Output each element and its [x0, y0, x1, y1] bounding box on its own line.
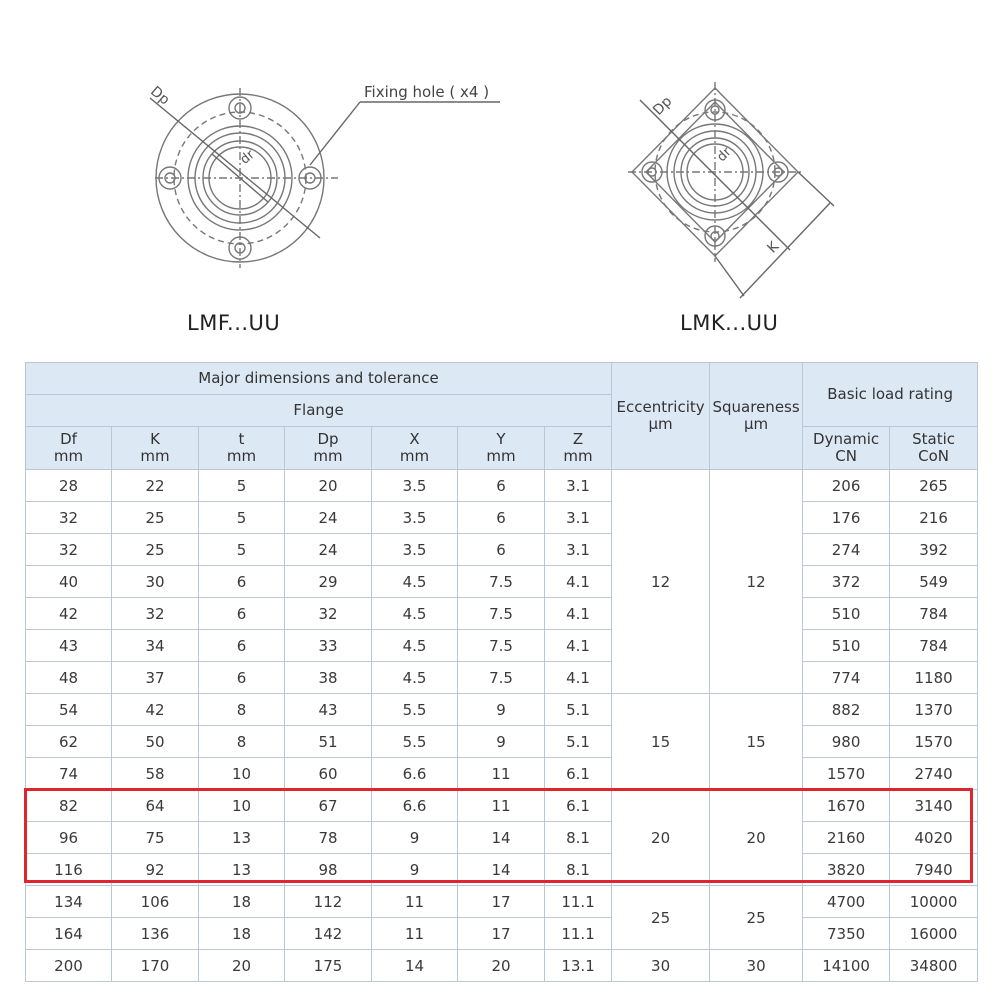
table-cell: 9 [458, 694, 545, 726]
table-cell: 58 [112, 758, 199, 790]
squareness-cell: 30 [710, 950, 803, 982]
table-cell: 13.1 [545, 950, 612, 982]
table-cell: 40 [26, 566, 112, 598]
table-cell: 51 [285, 726, 372, 758]
table-cell: 29 [285, 566, 372, 598]
dr-label-right: dr [714, 144, 735, 165]
table-cell: 4.5 [372, 598, 458, 630]
table-cell: 50 [112, 726, 199, 758]
table-cell: 10 [199, 790, 285, 822]
table-cell: 3.1 [545, 534, 612, 566]
table-cell: 6.6 [372, 758, 458, 790]
table-cell: 170 [112, 950, 199, 982]
static-load-cell: 34800 [890, 950, 978, 982]
table-cell: 116 [26, 854, 112, 886]
table-cell: 112 [285, 886, 372, 918]
eccentricity-cell: 15 [612, 694, 710, 790]
dynamic-load-cell: 1570 [803, 758, 890, 790]
table-cell: 13 [199, 822, 285, 854]
table-row [26, 566, 978, 598]
static-load-cell: 3140 [890, 790, 978, 822]
static-load-cell: 784 [890, 630, 978, 662]
eccentricity-cell: 25 [612, 886, 710, 950]
table-cell: 6 [458, 470, 545, 502]
dynamic-load-cell: 1670 [803, 790, 890, 822]
table-cell: 32 [112, 598, 199, 630]
eccentricity-header: Eccentricity μm [612, 363, 710, 470]
table-cell: 25 [112, 502, 199, 534]
table-cell: 25 [112, 534, 199, 566]
static-load-cell: 392 [890, 534, 978, 566]
table-cell: 42 [26, 598, 112, 630]
squareness-header: Squareness μm [710, 363, 803, 470]
table-cell: 32 [285, 598, 372, 630]
table-cell: 5.1 [545, 694, 612, 726]
squareness-cell: 20 [710, 790, 803, 886]
k-label: K [764, 238, 783, 257]
table-row [26, 598, 978, 630]
table-cell: 7.5 [458, 598, 545, 630]
table-cell: 9 [458, 726, 545, 758]
table-cell: 136 [112, 918, 199, 950]
table-cell: 67 [285, 790, 372, 822]
table-cell: 11.1 [545, 886, 612, 918]
table-cell: 10 [199, 758, 285, 790]
dynamic-load-cell: 206 [803, 470, 890, 502]
static-header: Static CoN [890, 427, 978, 470]
table-cell: 6 [199, 566, 285, 598]
static-load-cell: 10000 [890, 886, 978, 918]
table-cell: 8 [199, 694, 285, 726]
table-cell: 30 [112, 566, 199, 598]
table-cell: 9 [372, 854, 458, 886]
table-row [26, 534, 978, 566]
static-load-cell: 1370 [890, 694, 978, 726]
eccentricity-cell: 30 [612, 950, 710, 982]
table-cell: 20 [199, 950, 285, 982]
table-cell: 5 [199, 502, 285, 534]
static-load-cell: 4020 [890, 822, 978, 854]
static-load-cell: 16000 [890, 918, 978, 950]
dynamic-load-cell: 510 [803, 598, 890, 630]
dynamic-load-cell: 372 [803, 566, 890, 598]
table-cell: 43 [285, 694, 372, 726]
table-cell: 4.1 [545, 630, 612, 662]
spec-table [25, 362, 978, 982]
static-load-cell: 784 [890, 598, 978, 630]
table-row [26, 694, 978, 726]
table-cell: 14 [372, 950, 458, 982]
left-drawing-caption: LMF...UU [187, 311, 281, 335]
column-header: X mm [372, 427, 458, 470]
table-cell: 4.1 [545, 662, 612, 694]
table-cell: 3.5 [372, 470, 458, 502]
table-cell: 13 [199, 854, 285, 886]
table-cell: 11 [372, 918, 458, 950]
table-cell: 28 [26, 470, 112, 502]
table-cell: 62 [26, 726, 112, 758]
table-cell: 37 [112, 662, 199, 694]
table-cell: 14 [458, 854, 545, 886]
table-cell: 42 [112, 694, 199, 726]
table-cell: 200 [26, 950, 112, 982]
table-cell: 11.1 [545, 918, 612, 950]
table-cell: 92 [112, 854, 199, 886]
table-cell: 7.5 [458, 630, 545, 662]
table-cell: 142 [285, 918, 372, 950]
dynamic-load-cell: 510 [803, 630, 890, 662]
fixing-hole-callout: Fixing hole ( x4 ) [364, 83, 490, 101]
table-cell: 82 [26, 790, 112, 822]
squareness-cell: 12 [710, 470, 803, 694]
table-cell: 6 [458, 534, 545, 566]
static-load-cell: 2740 [890, 758, 978, 790]
table-cell: 4.5 [372, 630, 458, 662]
table-cell: 9 [372, 822, 458, 854]
table-cell: 5.1 [545, 726, 612, 758]
table-cell: 48 [26, 662, 112, 694]
table-cell: 24 [285, 534, 372, 566]
dynamic-load-cell: 14100 [803, 950, 890, 982]
table-cell: 60 [285, 758, 372, 790]
table-cell: 5.5 [372, 694, 458, 726]
dynamic-load-cell: 7350 [803, 918, 890, 950]
table-cell: 4.1 [545, 598, 612, 630]
column-header: K mm [112, 427, 199, 470]
table-cell: 22 [112, 470, 199, 502]
static-load-cell: 265 [890, 470, 978, 502]
table-row [26, 502, 978, 534]
table-row [26, 630, 978, 662]
table-cell: 78 [285, 822, 372, 854]
table-row [26, 950, 978, 982]
table-cell: 14 [458, 822, 545, 854]
table-cell: 5 [199, 534, 285, 566]
load-rating-header: Basic load rating [803, 363, 978, 427]
dynamic-load-cell: 3820 [803, 854, 890, 886]
table-cell: 32 [26, 502, 112, 534]
table-cell: 8.1 [545, 854, 612, 886]
column-header: Dp mm [285, 427, 372, 470]
table-cell: 43 [26, 630, 112, 662]
dynamic-header: Dynamic CN [803, 427, 890, 470]
dynamic-load-cell: 2160 [803, 822, 890, 854]
static-load-cell: 549 [890, 566, 978, 598]
dynamic-load-cell: 882 [803, 694, 890, 726]
table-row [26, 790, 978, 822]
table-cell: 164 [26, 918, 112, 950]
table-cell: 32 [26, 534, 112, 566]
table-cell: 64 [112, 790, 199, 822]
static-load-cell: 216 [890, 502, 978, 534]
table-cell: 34 [112, 630, 199, 662]
table-cell: 38 [285, 662, 372, 694]
table-cell: 8.1 [545, 822, 612, 854]
eccentricity-cell: 20 [612, 790, 710, 886]
column-header: Y mm [458, 427, 545, 470]
table-cell: 3.5 [372, 534, 458, 566]
table-cell: 24 [285, 502, 372, 534]
table-row [26, 918, 978, 950]
squareness-cell: 15 [710, 694, 803, 790]
dynamic-load-cell: 980 [803, 726, 890, 758]
table-cell: 54 [26, 694, 112, 726]
table-cell: 20 [458, 950, 545, 982]
dynamic-load-cell: 4700 [803, 886, 890, 918]
round-flange-drawing [150, 88, 500, 268]
dp-label-left: Dp [147, 83, 173, 109]
table-cell: 5.5 [372, 726, 458, 758]
spec-table-body [26, 470, 978, 982]
table-cell: 96 [26, 822, 112, 854]
dynamic-load-cell: 274 [803, 534, 890, 566]
dynamic-load-cell: 176 [803, 502, 890, 534]
dr-label-left: dr [237, 147, 258, 168]
column-header: t mm [199, 427, 285, 470]
flange-header: Flange [26, 395, 612, 427]
table-cell: 4.1 [545, 566, 612, 598]
flange-drawings-svg [0, 0, 1000, 350]
table-cell: 106 [112, 886, 199, 918]
column-header: Df mm [26, 427, 112, 470]
table-cell: 134 [26, 886, 112, 918]
table-cell: 6 [199, 630, 285, 662]
table-cell: 6.6 [372, 790, 458, 822]
table-row [26, 726, 978, 758]
table-cell: 6 [199, 662, 285, 694]
table-row [26, 758, 978, 790]
table-cell: 7.5 [458, 662, 545, 694]
static-load-cell: 1570 [890, 726, 978, 758]
table-cell: 6 [458, 502, 545, 534]
table-cell: 17 [458, 918, 545, 950]
major-dimensions-header: Major dimensions and tolerance [26, 363, 612, 395]
table-cell: 75 [112, 822, 199, 854]
table-row [26, 822, 978, 854]
table-cell: 33 [285, 630, 372, 662]
table-cell: 7.5 [458, 566, 545, 598]
dp-label-right: Dp [650, 93, 676, 119]
table-cell: 11 [372, 886, 458, 918]
right-drawing-caption: LMK...UU [680, 311, 779, 335]
table-row [26, 662, 978, 694]
squareness-cell: 25 [710, 886, 803, 950]
table-cell: 3.5 [372, 502, 458, 534]
table-cell: 17 [458, 886, 545, 918]
table-cell: 175 [285, 950, 372, 982]
table-cell: 11 [458, 758, 545, 790]
dynamic-load-cell: 774 [803, 662, 890, 694]
table-cell: 4.5 [372, 566, 458, 598]
table-row [26, 470, 978, 502]
table-cell: 74 [26, 758, 112, 790]
table-cell: 11 [458, 790, 545, 822]
table-cell: 6.1 [545, 790, 612, 822]
table-cell: 3.1 [545, 470, 612, 502]
static-load-cell: 7940 [890, 854, 978, 886]
technical-drawings [0, 0, 1000, 350]
table-cell: 18 [199, 886, 285, 918]
table-cell: 98 [285, 854, 372, 886]
static-load-cell: 1180 [890, 662, 978, 694]
table-cell: 5 [199, 470, 285, 502]
table-cell: 8 [199, 726, 285, 758]
table-row [26, 854, 978, 886]
table-cell: 3.1 [545, 502, 612, 534]
table-cell: 6 [199, 598, 285, 630]
table-row [26, 886, 978, 918]
table-cell: 20 [285, 470, 372, 502]
eccentricity-cell: 12 [612, 470, 710, 694]
table-cell: 18 [199, 918, 285, 950]
table-cell: 4.5 [372, 662, 458, 694]
table-cell: 6.1 [545, 758, 612, 790]
column-header: Z mm [545, 427, 612, 470]
